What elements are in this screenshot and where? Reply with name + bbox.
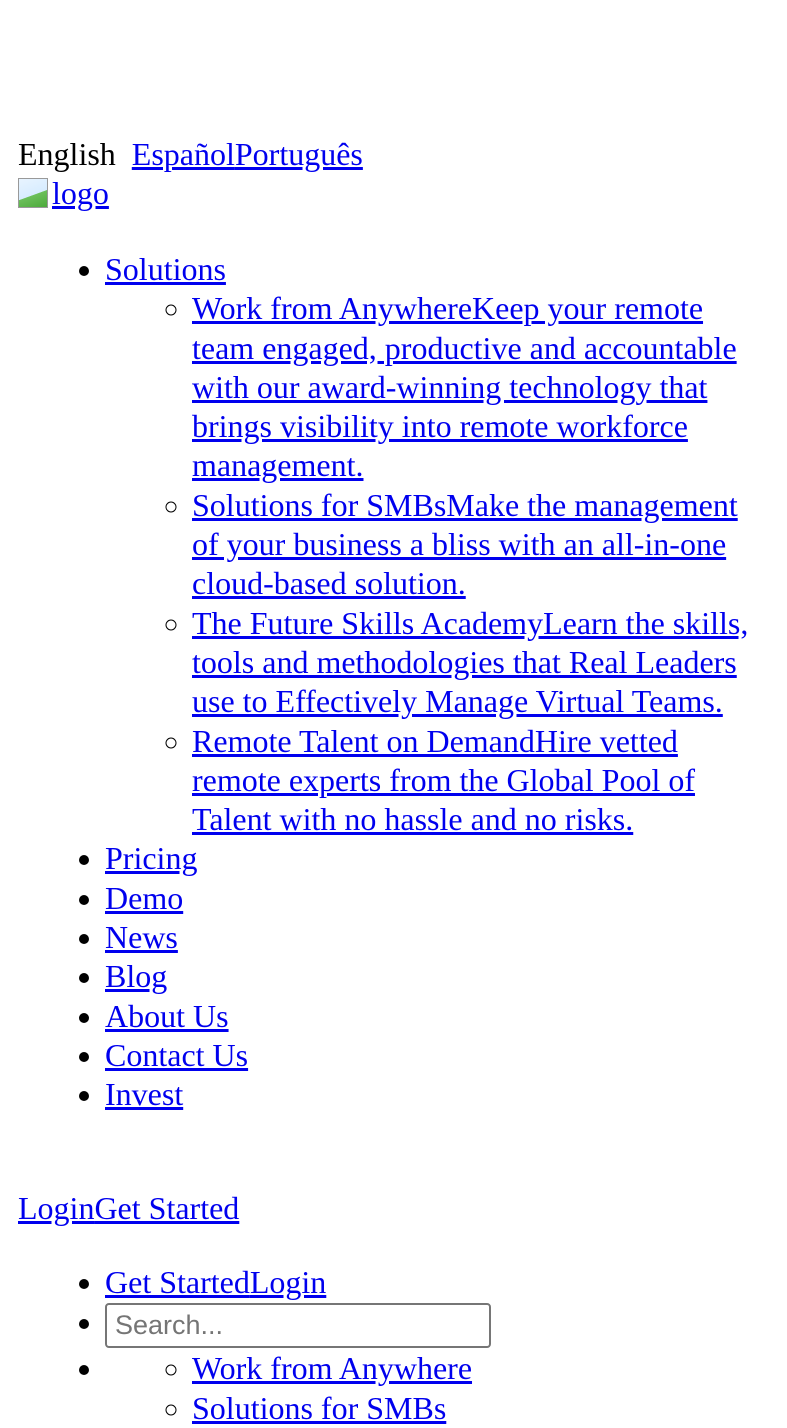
- submenu-item: [192, 486, 767, 604]
- nav-item-news: [105, 918, 775, 957]
- mobile-auth-item: [105, 1263, 775, 1302]
- nav-item-solutions: [105, 250, 775, 839]
- mobile-get-started-link[interactable]: Get Started: [105, 1264, 250, 1300]
- nav-link-solutions[interactable]: Solutions: [105, 251, 226, 287]
- broken-image-icon: [18, 174, 52, 208]
- submenu-link-remote-talent[interactable]: Remote Talent on DemandHire vetted remote experts from the Global Pool of Talent with no hassle and no risks.: [192, 722, 695, 838]
- nav-link-about[interactable]: About Us: [105, 997, 229, 1034]
- logo-link[interactable]: [18, 174, 109, 213]
- submenu-link-work-from-anywhere[interactable]: Work from AnywhereKeep your remote team engaged, productive and accountable with our award-winning technology that brings visibility into remote workforce management.: [192, 290, 737, 484]
- login-link[interactable]: Login: [18, 1190, 95, 1226]
- mobile-submenu-item: [105, 1349, 775, 1428]
- mobile-submenu-link-smbs[interactable]: Solutions for SMBs: [192, 1389, 447, 1426]
- mobile-login-link[interactable]: Login: [249, 1264, 327, 1300]
- get-started-link[interactable]: Get Started: [94, 1190, 240, 1226]
- main-nav: [105, 250, 775, 1115]
- auth-links: [18, 1189, 239, 1228]
- mobile-submenu-entry: [192, 1349, 767, 1388]
- nav-link-demo[interactable]: Demo: [105, 879, 184, 916]
- mobile-search-item: [105, 1303, 775, 1348]
- submenu-link-smbs[interactable]: Solutions for SMBsMake the management of your business a bliss with an all-in-one cloud-based solution.: [192, 486, 738, 602]
- mobile-submenu-link-work-from-anywhere[interactable]: Work from Anywhere: [192, 1350, 473, 1387]
- nav-item-demo: [105, 879, 775, 918]
- solutions-submenu: [192, 289, 767, 839]
- mobile-submenu-entry: [192, 1389, 767, 1428]
- nav-link-pricing[interactable]: Pricing: [105, 840, 198, 877]
- language-link-portuguese[interactable]: Português: [234, 136, 363, 172]
- submenu-item: [192, 289, 767, 485]
- mobile-menu: [105, 1263, 775, 1428]
- nav-link-blog[interactable]: Blog: [105, 958, 168, 995]
- submenu-item: [192, 722, 767, 840]
- nav-item-contact: [105, 1036, 775, 1075]
- logo-alt-text: logo: [52, 175, 109, 211]
- language-current: English: [18, 136, 116, 172]
- nav-item-about: [105, 997, 775, 1036]
- submenu-link-future-skills-academy[interactable]: The Future Skills AcademyLearn the skills, tools and methodologies that Real Leaders use to Effectively Manage Virtual Teams.: [192, 604, 749, 720]
- mobile-solutions-submenu: [192, 1349, 767, 1428]
- search-input[interactable]: [105, 1303, 491, 1348]
- nav-item-pricing: [105, 839, 775, 878]
- language-link-spanish[interactable]: Español: [131, 136, 235, 172]
- nav-link-news[interactable]: News: [105, 919, 178, 956]
- submenu-item: [192, 604, 767, 722]
- nav-item-invest: [105, 1075, 775, 1114]
- nav-link-contact[interactable]: Contact Us: [105, 1036, 249, 1073]
- nav-link-invest[interactable]: Invest: [105, 1076, 184, 1113]
- language-switcher: [18, 135, 363, 174]
- nav-item-blog: [105, 957, 775, 996]
